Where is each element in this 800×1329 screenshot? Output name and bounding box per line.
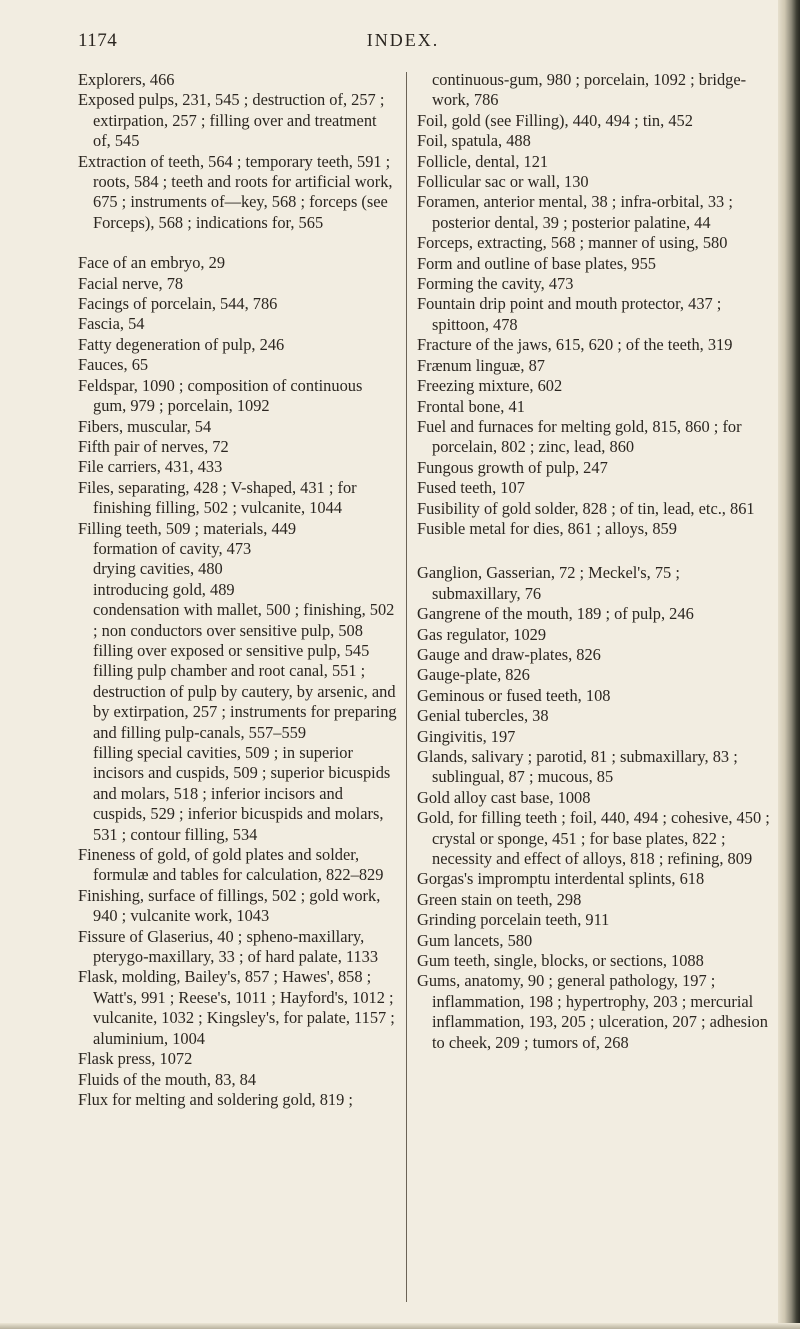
index-entry: Filling teeth, 509 ; materials, 449 bbox=[78, 518, 297, 538]
index-subentry: condensation with mallet, 500 ; finishing, 502 ; non conductors over sensitive pulp, 508 bbox=[93, 600, 395, 640]
index-entry: Gold alloy cast base, 1008 bbox=[417, 787, 591, 807]
index-entry: Flask press, 1072 bbox=[78, 1049, 193, 1069]
index-entry: Feldspar, 1090 ; composition of continuous gum, 979 ; porcelain, 1092 bbox=[78, 375, 363, 416]
index-subentry: drying cavities, 480 bbox=[93, 559, 223, 579]
index-entry: Files, separating, 428 ; V-shaped, 431 ; for finishing filling, 502 ; vulcanite, 1044 bbox=[78, 477, 357, 518]
index-column-right bbox=[417, 70, 772, 1053]
running-head: INDEX. bbox=[366, 30, 440, 50]
index-entry: Facial nerve, 78 bbox=[78, 273, 184, 293]
page-bottom-edge bbox=[0, 1323, 800, 1329]
index-entry: File carriers, 431, 433 bbox=[78, 457, 223, 477]
page-header bbox=[78, 30, 728, 60]
index-entry: Fountain drip point and mouth protector, 437 ; spittoon, 478 bbox=[417, 294, 722, 334]
index-entry: Forming the cavity, 473 bbox=[417, 274, 574, 294]
index-entry: Gums, anatomy, 90 ; general pathology, 197 ; inflammation, 198 ; hypertrophy, 203 ; mercurial inflammation, 193, 205 ; ulceration, 207 ; adhesion to cheek, 209 ; tumors of, 268 bbox=[417, 971, 768, 1052]
index-entry: Gas regulator, 1029 bbox=[417, 624, 547, 644]
index-subentry: formation of cavity, 473 bbox=[93, 538, 252, 558]
index-entry: Gingivitis, 197 bbox=[417, 726, 516, 746]
index-entry: Finishing, surface of fillings, 502 ; gold work, 940 ; vulcanite work, 1043 bbox=[78, 885, 381, 926]
index-entry: Glands, salivary ; parotid, 81 ; submaxillary, 83 ; sublingual, 87 ; mucous, 85 bbox=[417, 747, 738, 787]
index-subentry: filling over exposed or sensitive pulp, 545 bbox=[93, 640, 370, 660]
index-entry: Green stain on teeth, 298 bbox=[417, 889, 582, 909]
index-entry: Foil, gold (see Filling), 440, 494 ; tin, 452 bbox=[417, 110, 693, 130]
index-entry: Facings of porcelain, 544, 786 bbox=[78, 294, 278, 314]
index-entry: Face of an embryo, 29 bbox=[78, 253, 226, 273]
index-subentry: filling special cavities, 509 ; in superior incisors and cuspids, 509 ; superior bicuspids and molars, 518 ; inferior incisors and cuspids, 529 ; inferior bicuspids and molars, 531 ; contour filling, 534 bbox=[93, 743, 391, 844]
index-entry: Fusible metal for dies, 861 ; alloys, 859 bbox=[417, 518, 677, 538]
index-entry: Follicle, dental, 121 bbox=[417, 151, 549, 171]
index-entry: Fatty degeneration of pulp, 246 bbox=[78, 334, 285, 354]
index-entry: Gauge-plate, 826 bbox=[417, 665, 530, 685]
index-entry: Frontal bone, 41 bbox=[417, 396, 525, 416]
index-entry: Explorers, 466 bbox=[78, 70, 175, 89]
index-entry: Gold, for filling teeth ; foil, 440, 494 ; cohesive, 450 ; crystal or sponge, 451 ; for base plates, 822 ; necessity and effect of alloys, 818 ; refining, 809 bbox=[417, 808, 770, 869]
index-entry: Extraction of teeth, 564 ; temporary teeth, 591 ; roots, 584 ; teeth and roots for artificial work, 675 ; instruments of—key, 568 ; forceps (see Forceps), 568 ; indications for, 565 bbox=[78, 151, 393, 232]
index-entry: Fuel and furnaces for melting gold, 815, 860 ; for porcelain, 802 ; zinc, lead, 860 bbox=[417, 416, 742, 457]
index-entry: Fineness of gold, of gold plates and solder, formulæ and tables for calculation, 822–829 bbox=[78, 845, 384, 885]
index-entry: Gauge and draw-plates, 826 bbox=[417, 644, 601, 664]
index-entry: Gangrene of the mouth, 189 ; of pulp, 246 bbox=[417, 604, 694, 624]
index-subentry: continuous-gum, 980 ; porcelain, 1092 ; bridge-work, 786 bbox=[432, 70, 747, 110]
index-entry: Geminous or fused teeth, 108 bbox=[417, 685, 611, 705]
index-entry: Form and outline of base plates, 955 bbox=[417, 253, 656, 273]
index-entry: Foramen, anterior mental, 38 ; infra-orbital, 33 ; posterior dental, 39 ; posterior palatine, 44 bbox=[417, 192, 733, 232]
index-entry: Fusibility of gold solder, 828 ; of tin, lead, etc., 861 bbox=[417, 498, 755, 518]
index-entry: Forceps, extracting, 568 ; manner of using, 580 bbox=[417, 233, 728, 253]
page-edge-shadow bbox=[778, 0, 800, 1329]
index-column-left bbox=[78, 70, 398, 1110]
index-entry: Fascia, 54 bbox=[78, 314, 145, 334]
index-entry: Frænum linguæ, 87 bbox=[417, 355, 545, 375]
index-entry: Freezing mixture, 602 bbox=[417, 376, 563, 396]
index-entry: Grinding porcelain teeth, 911 bbox=[417, 910, 610, 930]
index-entry: Fifth pair of nerves, 72 bbox=[78, 436, 229, 456]
page-number: 1174 bbox=[78, 30, 118, 51]
index-subentry: introducing gold, 489 bbox=[93, 579, 235, 599]
index-entry: Fused teeth, 107 bbox=[417, 478, 525, 498]
index-entry: Fauces, 65 bbox=[78, 355, 149, 375]
index-entry: Fibers, muscular, 54 bbox=[78, 416, 212, 436]
index-entry: Fracture of the jaws, 615, 620 ; of the teeth, 319 bbox=[417, 335, 733, 355]
index-entry: Fungous growth of pulp, 247 bbox=[417, 457, 608, 477]
index-subentry: filling pulp chamber and root canal, 551 ; destruction of pulp by cautery, by arsenic, and by extirpation, 257 ; instruments for preparing and filling pulp-canals, 557–559 bbox=[93, 661, 397, 742]
index-entry: Exposed pulps, 231, 545 ; destruction of, 257 ; extirpation, 257 ; filling over and treatment of, 545 bbox=[78, 90, 385, 151]
index-entry: Ganglion, Gasserian, 72 ; Meckel's, 75 ; submaxillary, 76 bbox=[417, 563, 680, 603]
index-entry: Foil, spatula, 488 bbox=[417, 131, 531, 151]
index-entry: Gum teeth, single, blocks, or sections, 1088 bbox=[417, 951, 704, 971]
index-entry: Flask, molding, Bailey's, 857 ; Hawes', 858 ; Watt's, 991 ; Reese's, 1011 ; Hayford's, 1012 ; vulcanite, 1032 ; Kingsley's, for palate, 1157 ; aluminium, 1004 bbox=[78, 967, 395, 1048]
index-entry: Follicular sac or wall, 130 bbox=[417, 172, 589, 192]
index-entry: Gorgas's impromptu interdental splints, 618 bbox=[417, 869, 705, 889]
index-entry: Genial tubercles, 38 bbox=[417, 706, 549, 726]
index-entry: Flux for melting and soldering gold, 819 ; bbox=[78, 1089, 353, 1109]
index-entry: Fluids of the mouth, 83, 84 bbox=[78, 1069, 257, 1089]
index-entry: Fissure of Glaserius, 40 ; spheno-maxillary, pterygo-maxillary, 33 ; of hard palate, 1133 bbox=[78, 926, 379, 967]
index-entry: Gum lancets, 580 bbox=[417, 930, 533, 950]
column-divider bbox=[406, 72, 407, 1302]
